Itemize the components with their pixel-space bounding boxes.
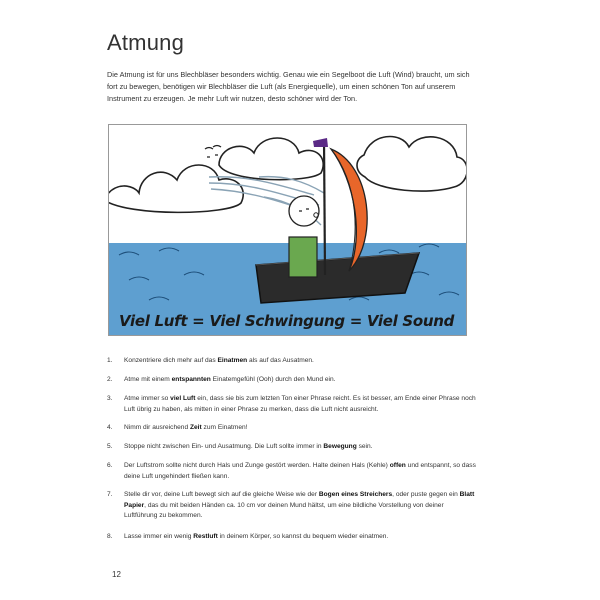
list-number: 4. bbox=[107, 424, 113, 431]
emphasis: Blatt Papier bbox=[124, 491, 475, 509]
page-number: 12 bbox=[112, 570, 121, 579]
list-number: 7. bbox=[107, 491, 113, 498]
emphasis: offen bbox=[389, 462, 406, 469]
list-number: 5. bbox=[107, 443, 113, 450]
illustration-drawing bbox=[109, 125, 466, 335]
list-text: Der Luftstrom sollte nicht durch Hals und Zunge gestört werden. Halte deinen Hals (Kehle) offen und entspannt, so dass deine Luft ungehindert fließen kann. bbox=[124, 462, 476, 480]
emphasis: entspannten bbox=[171, 376, 211, 383]
list-number: 3. bbox=[107, 395, 113, 402]
list-text: Lasse immer ein wenig Restluft in deinem Körper, so kannst du bequem wieder einatmen. bbox=[124, 533, 389, 540]
emphasis: Zeit bbox=[189, 424, 202, 431]
cloud-left bbox=[109, 165, 243, 212]
illustration-caption: Viel Luft = Viel Schwingung = Viel Sound bbox=[119, 312, 455, 330]
emphasis: Einatmen bbox=[217, 357, 248, 364]
list-text: Stelle dir vor, deine Luft bewegt sich auf die gleiche Weise wie der Bogen eines Streichers, oder puste gegen ein Blatt Papier, das du mit beiden Händen ca. 10 cm vor deinen Mund hältst, um eine bildliche Vorstellung von deiner Luftführung zu bekommen. bbox=[124, 491, 475, 519]
list-text: Atme mit einem entspannten Einatemgefühl (Ooh) durch den Mund ein. bbox=[124, 376, 336, 383]
intro-paragraph: Die Atmung ist für uns Blechbläser besonders wichtig. Genau wie ein Segelboot die Luft (Wind) braucht, um sich fort zu bewegen, benötigen wir Blechbläser die Luft (als Energiequelle), um einen schönen Ton auf unserem Instrument zu erzeugen. Je mehr Luft wir nutzen, desto schöner wird der Ton. bbox=[107, 70, 470, 103]
list-text: Atme immer so viel Luft ein, dass sie bis zum letzten Ton einer Phrase reicht. Es ist besser, am Ende einer Phrase noch Luft übrig zu haben, als mitten in einer Phrase zu merken, dass die Luft nicht ausreicht. bbox=[124, 395, 476, 413]
emphasis: Bewegung bbox=[323, 443, 357, 450]
emphasis: viel Luft bbox=[170, 395, 196, 402]
list-text: Stoppe nicht zwischen Ein- und Ausatmung. Die Luft sollte immer in Bewegung sein. bbox=[124, 443, 373, 450]
list-text: Konzentriere dich mehr auf das Einatmen als auf das Ausatmen. bbox=[124, 357, 314, 364]
list-text: Nimm dir ausreichend Zeit zum Einatmen! bbox=[124, 424, 248, 431]
list-number: 8. bbox=[107, 533, 113, 540]
sailboat-illustration bbox=[108, 124, 467, 336]
emphasis: Bogen eines Streichers bbox=[318, 491, 393, 498]
list-number: 1. bbox=[107, 357, 113, 364]
emphasis: Restluft bbox=[193, 533, 218, 540]
wind-face bbox=[205, 146, 221, 158]
cloud-right bbox=[357, 137, 466, 192]
person-figure bbox=[289, 196, 319, 277]
list-number: 2. bbox=[107, 376, 113, 383]
list-number: 6. bbox=[107, 462, 113, 469]
page-title: Atmung bbox=[107, 30, 185, 55]
cloud-center bbox=[219, 138, 323, 180]
